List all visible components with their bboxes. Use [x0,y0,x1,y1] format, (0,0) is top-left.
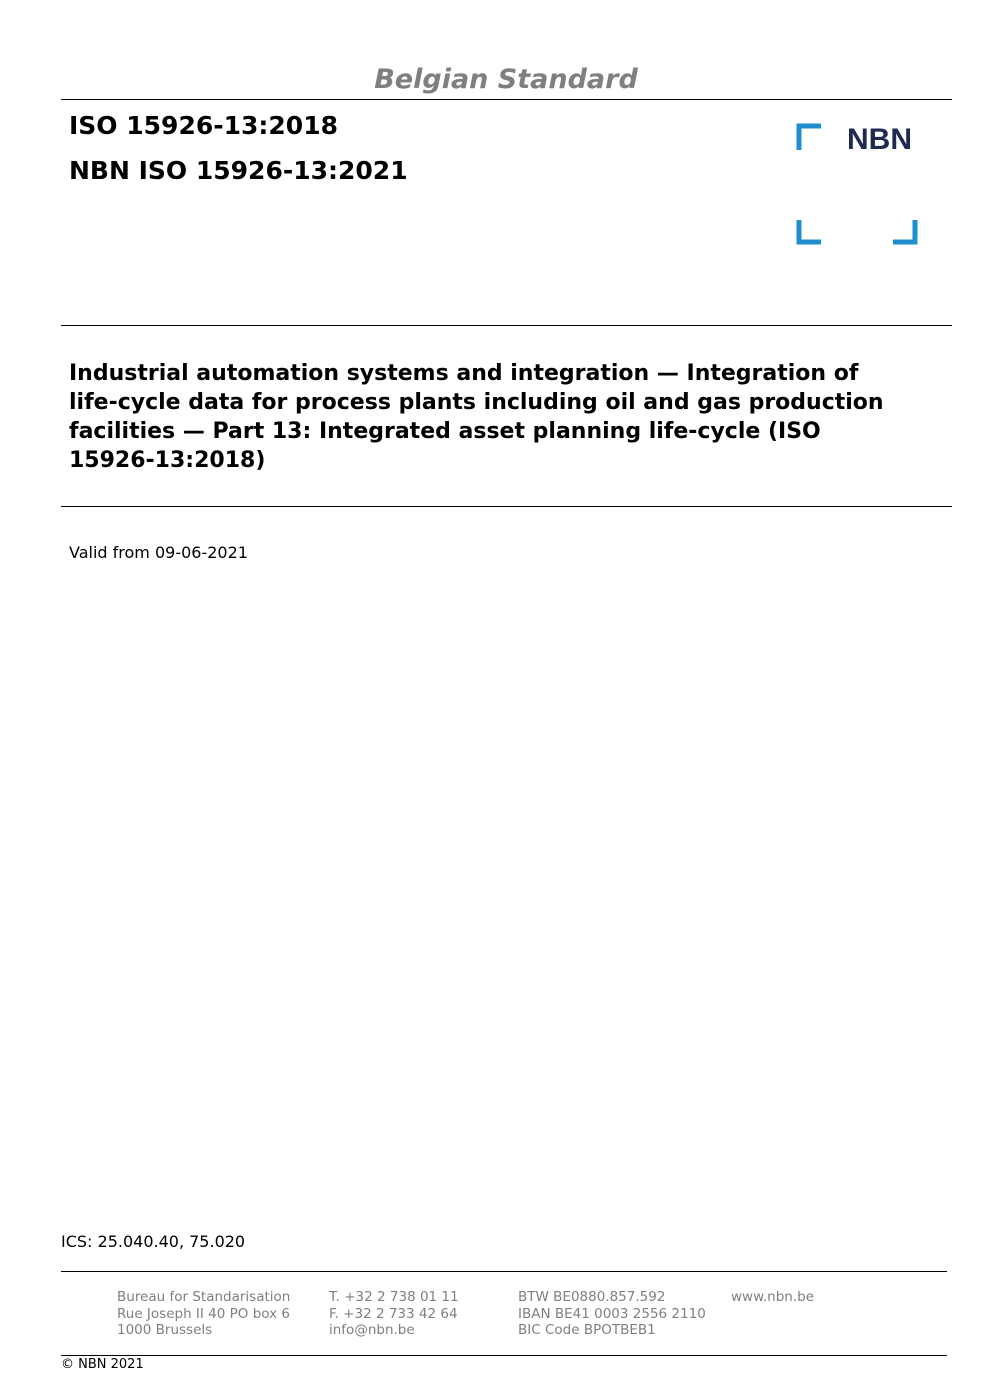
nbn-standard-number: NBN ISO 15926-13:2021 [69,156,408,185]
footer-address [117,1289,290,1339]
title-top-divider [61,325,952,326]
footer-line: BIC Code BPOTBEB1 [518,1322,656,1338]
nbn-logo-icon [795,122,925,252]
header-divider [61,99,952,100]
footer-line: T. +32 2 738 01 11 [329,1289,459,1305]
footer-line: Bureau for Standarisation [117,1289,291,1305]
title-line: facilities — Part 13: Integrated asset planning life-cycle (ISO [69,419,821,444]
footer-website [731,1289,814,1306]
footer-bank-details [518,1289,706,1339]
footer-contact [329,1289,459,1339]
footer-line: Rue Joseph II 40 PO box 6 [117,1305,290,1322]
footer-email[interactable]: info@nbn.be [329,1322,415,1338]
document-type-label: Belgian Standard [374,64,638,95]
copyright-notice: © NBN 2021 [61,1357,144,1372]
document-title [69,359,939,475]
iso-standard-number: ISO 15926-13:2018 [69,111,338,140]
title-bottom-divider [61,506,952,507]
footer-line: IBAN BE41 0003 2556 2110 [518,1305,706,1322]
footer-line: F. +32 2 733 42 64 [329,1305,458,1322]
footer-line: 1000 Brussels [117,1322,213,1338]
footer-line: BTW BE0880.857.592 [518,1289,666,1305]
footer-bottom-divider [61,1355,947,1356]
website-link[interactable]: www.nbn.be [731,1289,815,1305]
nbn-logo [795,122,925,252]
title-line: life-cycle data for process plants including oil and gas production [69,390,884,415]
valid-from-date: Valid from 09-06-2021 [69,543,248,562]
ics-codes: ICS: 25.040.40, 75.020 [61,1232,246,1251]
footer-top-divider [61,1271,947,1272]
title-line: Industrial automation systems and integration — Integration of [69,361,859,386]
title-line: 15926-13:2018) [69,448,266,473]
nbn-logo-text: NBN [847,123,912,156]
